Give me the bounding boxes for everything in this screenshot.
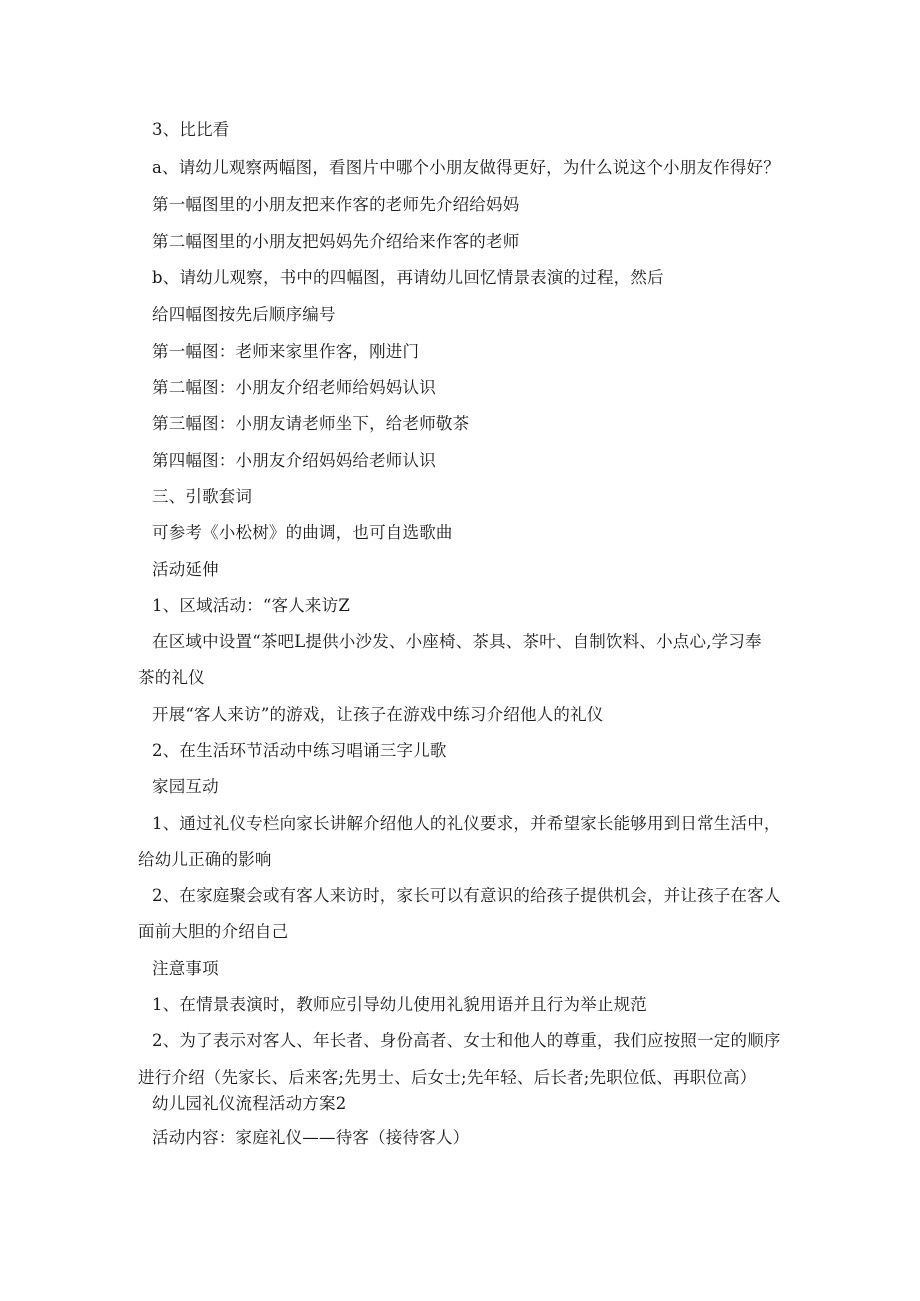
section-heading: 三、引歌套词 [152,487,253,506]
text-line: 2、在家庭聚会或有客人来访时，家长可以有意识的给孩子提供机会，并让孩子在客人 [152,886,781,905]
text-line: 1、在情景表演时，教师应引导幼儿使用礼貌用语并且行为举止规范 [152,995,647,1014]
text-line: 3、比比看 [152,120,230,139]
text-line: 1、通过礼仪专栏向家长讲解介绍他人的礼仪要求，并希望家长能够用到日常生活中， [152,814,781,833]
text-line: 第四幅图：小朋友介绍妈妈给老师认识 [152,451,436,470]
text-line: 进行介绍（先家长、后来客;先男士、后女士;先年轻、后长者;先职位低、再职位高） [138,1068,757,1087]
text-line: 第二幅图：小朋友介绍老师给妈妈认识 [152,378,436,397]
text-line: 1、区域活动：“客人来访Z [152,596,350,615]
text-line: 第二幅图里的小朋友把妈妈先介绍给来作客的老师 [152,232,520,251]
text-line: 第三幅图：小朋友请老师坐下，给老师敬茶 [152,414,470,433]
text-line: 给幼儿正确的影响 [138,850,272,869]
text-line: 在区域中设置“茶吧L提供小沙发、小座椅、茶具、茶叶、自制饮料、小点心,学习奉 [152,632,762,651]
text-line: 活动内容：家庭礼仪——待客（接待客人） [152,1128,470,1147]
document-title: 幼儿园礼仪流程活动方案2 [152,1094,347,1113]
text-line: 2、为了表示对客人、年长者、身份高者、女士和他人的尊重，我们应按照一定的顺序 [152,1031,781,1050]
section-heading: 家园互动 [152,777,219,796]
text-line: a、请幼儿观察两幅图，看图片中哪个小朋友做得更好，为什么说这个小朋友作得好？ [152,158,780,177]
section-heading: 活动延伸 [152,560,219,579]
text-line: 开展“客人来访”的游戏，让孩子在游戏中练习介绍他人的礼仪 [152,705,604,724]
text-line: 第一幅图：老师来家里作客，刚进门 [152,342,420,361]
text-line: 茶的礼仪 [138,668,205,687]
text-line: 面前大胆的介绍自己 [138,922,289,941]
section-heading: 注意事项 [152,959,219,978]
text-line: 第一幅图里的小朋友把来作客的老师先介绍给妈妈 [152,195,520,214]
text-line: 可参考《小松树》的曲调，也可自选歌曲 [152,523,453,542]
text-line: b、请幼儿观察，书中的四幅图，再请幼儿回忆情景表演的过程，然后 [152,268,664,287]
text-line: 2、在生活环节活动中练习唱诵三字儿歌 [152,741,447,760]
text-line: 给四幅图按先后顺序编号 [152,305,336,324]
